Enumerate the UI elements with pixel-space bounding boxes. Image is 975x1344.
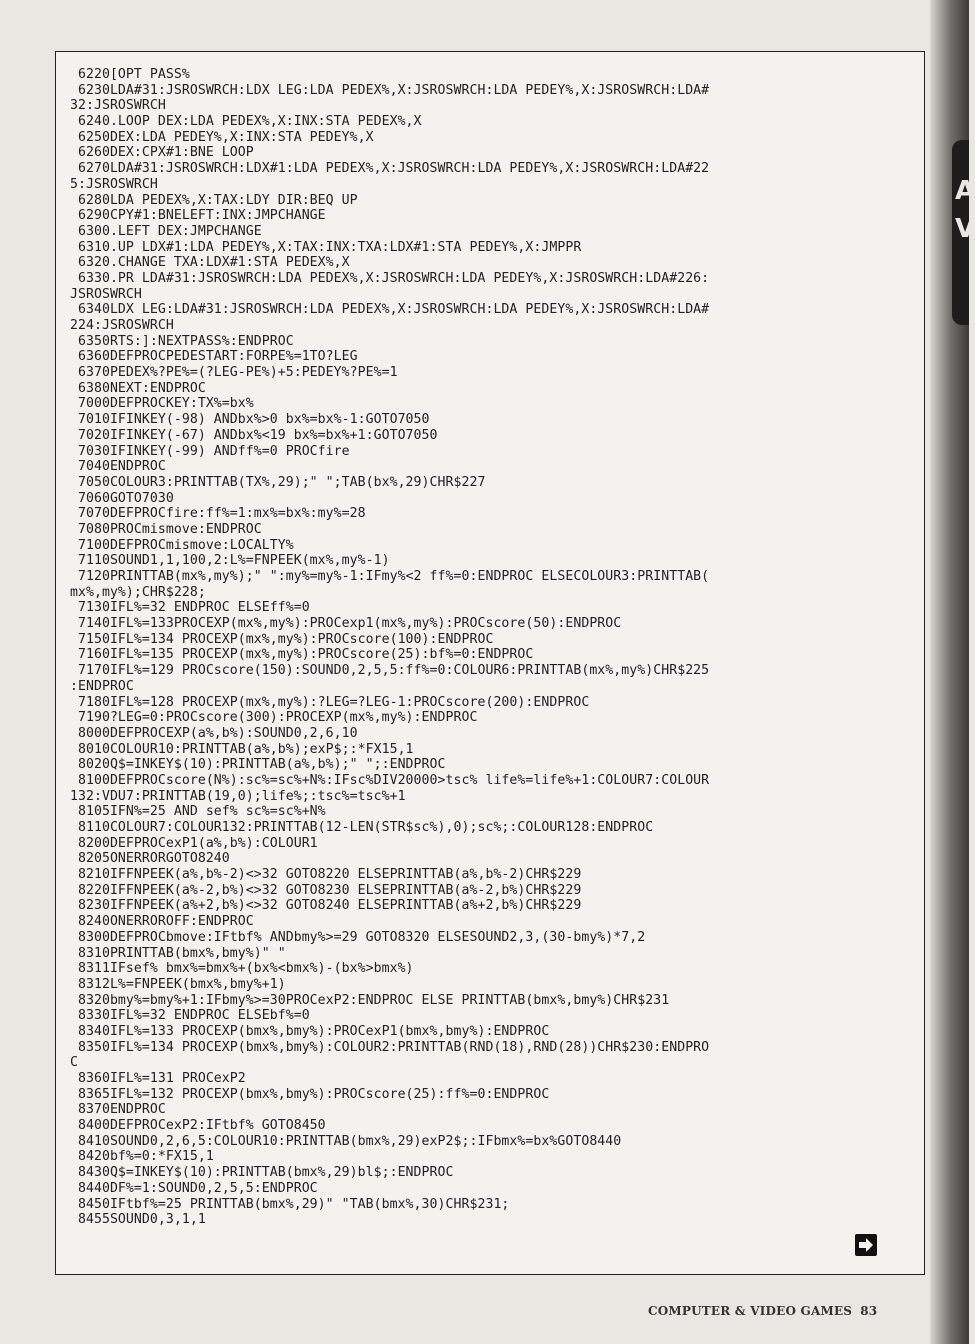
code-line: 8240ONERROROFF:ENDPROC bbox=[70, 914, 254, 930]
code-line: 32:JSROSWRCH bbox=[70, 98, 166, 114]
code-line: 8310PRINTTAB(bmx%,bmy%)" " bbox=[70, 945, 286, 961]
code-line: 8312L%=FNPEEK(bmx%,bmy%+1) bbox=[70, 976, 286, 992]
code-line: 7050COLOUR3:PRINTTAB(TX%,29);" ";TAB(bx%,29)CHR$227 bbox=[70, 474, 486, 490]
code-line: 8311IFsef% bmx%=bmx%+(bx%<bmx%)-(bx%>bmx%) bbox=[70, 961, 414, 977]
code-line: 8360IFL%=131 PROCexP2 bbox=[70, 1071, 246, 1086]
page-footer bbox=[648, 1304, 877, 1318]
code-line: 8450IFtbf%=25 PRINTTAB(bmx%,29)" "TAB(bmx%,30)CHR$231; bbox=[70, 1196, 510, 1212]
code-line: 8230IFFNPEEK(a%+2,b%)<>32 GOTO8240 ELSEPRINTTAB(a%+2,b%)CHR$229 bbox=[70, 898, 582, 914]
code-line: 6220[OPT PASS% bbox=[70, 67, 190, 82]
code-line: :ENDPROC bbox=[70, 678, 134, 694]
code-line: 7060GOTO7030 bbox=[70, 490, 174, 506]
code-line: 8350IFL%=134 PROCEXP(bmx%,bmy%):COLOUR2:PRINTTAB(RND(18),RND(28))CHR$230:ENDPRO bbox=[70, 1039, 710, 1055]
code-line: 6240.LOOP DEX:LDA PEDEX%,X:INX:STA PEDEX%,X bbox=[70, 114, 422, 130]
code-line: 8410SOUND0,2,6,5:COLOUR10:PRINTTAB(bmx%,29)exP2$;:IFbmx%=bx%GOTO8440 bbox=[70, 1133, 622, 1149]
code-line: 7130IFL%=32 ENDPROC ELSEff%=0 bbox=[70, 600, 310, 616]
code-line: 8220IFFNPEEK(a%-2,b%)<>32 GOTO8230 ELSEPRINTTAB(a%-2,b%)CHR$229 bbox=[70, 882, 582, 898]
code-line: 8370ENDPROC bbox=[70, 1102, 166, 1118]
code-line: 7080PROCmismove:ENDPROC bbox=[70, 521, 262, 537]
code-line: 8455SOUND0,3,1,1 bbox=[70, 1212, 206, 1228]
code-line: 7030IFINKEY(-99) ANDff%=0 PROCfire bbox=[70, 443, 350, 459]
code-line: 7140IFL%=133PROCEXP(mx%,my%):PROCexp1(mx%,my%):PROCscore(50):ENDPROC bbox=[70, 616, 622, 632]
side-tab-letter: A bbox=[955, 176, 975, 206]
code-line: 8440DF%=1:SOUND0,2,5,5:ENDPROC bbox=[70, 1180, 318, 1196]
code-line: 8020Q$=INKEY$(10):PRINTTAB(a%,b%);" ";:ENDPROC bbox=[70, 757, 446, 773]
code-line: 7110SOUND1,1,100,2:L%=FNPEEK(mx%,my%-1) bbox=[70, 553, 390, 569]
code-line: 7010IFINKEY(-98) ANDbx%>0 bx%=bx%-1:GOTO7050 bbox=[70, 412, 430, 428]
code-line: 6260DEX:CPX#1:BNE LOOP bbox=[70, 145, 254, 161]
side-tab-letter: V bbox=[955, 214, 975, 244]
code-line: 6300.LEFT DEX:JMPCHANGE bbox=[70, 223, 262, 239]
code-line: C bbox=[70, 1055, 78, 1071]
code-line: 8210IFFNPEEK(a%,b%-2)<>32 GOTO8220 ELSEPRINTTAB(a%,b%-2)CHR$229 bbox=[70, 867, 582, 883]
code-line: 7150IFL%=134 PROCEXP(mx%,my%):PROCscore(100):ENDPROC bbox=[70, 631, 494, 647]
code-line: 7180IFL%=128 PROCEXP(mx%,my%):?LEG=?LEG-1:PROCscore(200):ENDPROC bbox=[70, 694, 590, 710]
code-line: 6330.PR LDA#31:JSROSWRCH:LDA PEDEX%,X:JSROSWRCH:LDA PEDEY%,X:JSROSWRCH:LDA#226: bbox=[70, 270, 710, 286]
code-line: 8300DEFPROCbmove:IFtbf% ANDbmy%>=29 GOTO8320 ELSESOUND2,3,(30-bmy%)*7,2 bbox=[70, 929, 646, 945]
code-line: 8110COLOUR7:COLOUR132:PRINTTAB(12-LEN(STR$sc%),0);sc%;:COLOUR128:ENDPROC bbox=[70, 820, 654, 835]
code-line: 8205ONERRORGOTO8240 bbox=[70, 851, 230, 867]
code-line: 7020IFINKEY(-67) ANDbx%<19 bx%=bx%+1:GOTO7050 bbox=[70, 427, 438, 443]
code-line: 8330IFL%=32 ENDPROC ELSEbf%=0 bbox=[70, 1008, 310, 1024]
code-line: 7070DEFPROCfire:ff%=1:mx%=bx%:my%=28 bbox=[70, 506, 366, 522]
code-line: 5:JSROSWRCH bbox=[70, 176, 158, 192]
continue-arrow-icon bbox=[855, 1234, 877, 1256]
code-line: 8340IFL%=133 PROCEXP(bmx%,bmy%):PROCexP1(bmx%,bmy%):ENDPROC bbox=[70, 1023, 550, 1039]
code-line: 6350RTS:]:NEXTPASS%:ENDPROC bbox=[70, 333, 294, 349]
code-line: 8420bf%=0:*FX15,1 bbox=[70, 1149, 214, 1165]
code-line: 7120PRINTTAB(mx%,my%);" ":my%=my%-1:IFmy%<2 ff%=0:ENDPROC ELSECOLOUR3:PRINTTAB( bbox=[70, 569, 710, 584]
code-line: 8010COLOUR10:PRINTTAB(a%,b%);exP$;:*FX15,1 bbox=[70, 741, 414, 757]
side-tab bbox=[952, 140, 975, 325]
code-line: 224:JSROSWRCH bbox=[70, 318, 174, 333]
code-line: 8320bmy%=bmy%+1:IFbmy%>=30PROCexP2:ENDPROC ELSE PRINTTAB(bmx%,bmy%)CHR$231 bbox=[70, 992, 670, 1008]
code-line: 8000DEFPROCEXP(a%,b%):SOUND0,2,6,10 bbox=[70, 725, 358, 741]
code-line: 132:VDU7:PRINTTAB(19,0);life%;:tsc%=tsc%+1 bbox=[70, 788, 406, 804]
code-line: 6270LDA#31:JSROSWRCH:LDX#1:LDA PEDEX%,X:JSROSWRCH:LDA PEDEY%,X:JSROSWRCH:LDA#22 bbox=[70, 161, 710, 177]
code-line: 6230LDA#31:JSROSWRCH:LDX LEG:LDA PEDEX%,X:JSROSWRCH:LDA PEDEY%,X:JSROSWRCH:LDA# bbox=[70, 82, 710, 98]
code-line: 7100DEFPROCmismove:LOCALTY% bbox=[70, 537, 294, 553]
code-line: 7170IFL%=129 PROCscore(150):SOUND0,2,5,5:ff%=0:COLOUR6:PRINTTAB(mx%,my%)CHR$225 bbox=[70, 663, 710, 679]
code-line: 6360DEFPROCPEDESTART:FORPE%=1TO?LEG bbox=[70, 349, 358, 365]
page-number: 83 bbox=[860, 1304, 878, 1318]
code-line: 8400DEFPROCexP2:IFtbf% GOTO8450 bbox=[70, 1118, 326, 1134]
code-line: 6250DEX:LDA PEDEY%,X:INX:STA PEDEY%,X bbox=[70, 129, 374, 145]
code-line: 6370PEDEX%?PE%=(?LEG-PE%)+5:PEDEY%?PE%=1 bbox=[70, 365, 398, 381]
code-line: 7190?LEG=0:PROCscore(300):PROCEXP(mx%,my%):ENDPROC bbox=[70, 710, 478, 726]
code-line: 8200DEFPROCexP1(a%,b%):COLOUR1 bbox=[70, 835, 318, 851]
code-line: mx%,my%);CHR$228; bbox=[70, 584, 206, 600]
code-line: 6380NEXT:ENDPROC bbox=[70, 380, 206, 396]
program-listing bbox=[70, 67, 918, 1228]
code-line: 8430Q$=INKEY$(10):PRINTTAB(bmx%,29)bl$;:ENDPROC bbox=[70, 1165, 454, 1181]
code-line: 8105IFN%=25 AND sef% sc%=sc%+N% bbox=[70, 804, 326, 820]
code-line: 6340LDX LEG:LDA#31:JSROSWRCH:LDA PEDEX%,X:JSROSWRCH:LDA PEDEY%,X:JSROSWRCH:LDA# bbox=[70, 302, 710, 318]
code-line: 8365IFL%=132 PROCEXP(bmx%,bmy%):PROCscore(25):ff%=0:ENDPROC bbox=[70, 1086, 550, 1102]
magazine-name: COMPUTER & VIDEO GAMES bbox=[648, 1304, 853, 1318]
code-line: 7000DEFPROCKEY:TX%=bx% bbox=[70, 396, 254, 412]
program-listing-box bbox=[55, 51, 925, 1275]
code-line: 6320.CHANGE TXA:LDX#1:STA PEDEX%,X bbox=[70, 255, 350, 271]
code-line: 6280LDA PEDEX%,X:TAX:LDY DIR:BEQ UP bbox=[70, 192, 358, 208]
code-line: 6290CPY#1:BNELEFT:INX:JMPCHANGE bbox=[70, 208, 326, 224]
code-line: 6310.UP LDX#1:LDA PEDEY%,X:TAX:INX:TXA:LDX#1:STA PEDEY%,X:JMPPR bbox=[70, 239, 582, 255]
code-line: 8100DEFPROCscore(N%):sc%=sc%+N%:IFsc%DIV20000>tsc% life%=life%+1:COLOUR7:COLOUR bbox=[70, 772, 710, 788]
code-line: JSROSWRCH bbox=[70, 286, 142, 302]
code-line: 7040ENDPROC bbox=[70, 459, 166, 475]
code-line: 7160IFL%=135 PROCEXP(mx%,my%):PROCscore(25):bf%=0:ENDPROC bbox=[70, 647, 534, 663]
